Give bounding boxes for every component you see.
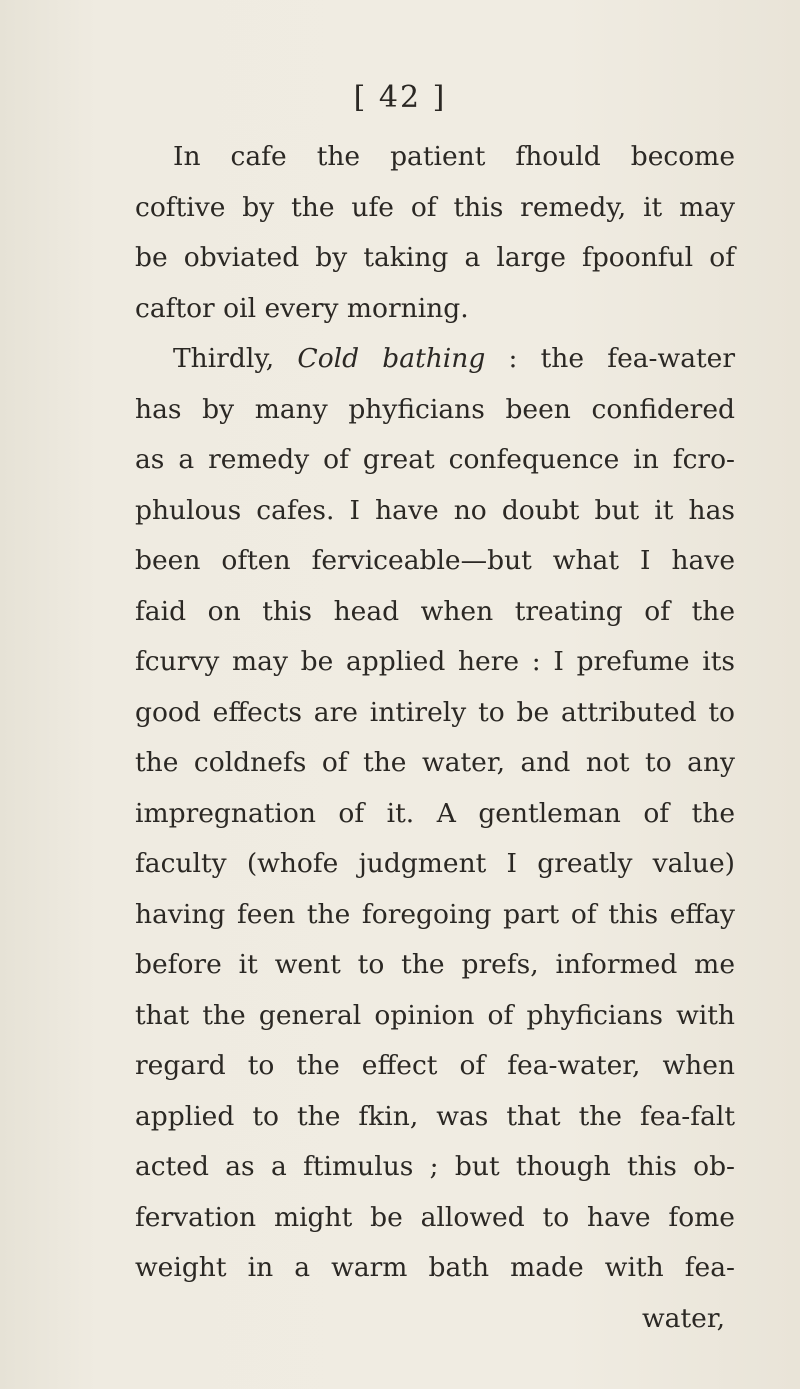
text-line: faculty (whofe judgment I greatly value) bbox=[135, 848, 735, 879]
text-line: impregnation of it. A gentleman of the bbox=[135, 797, 735, 829]
text-line-first bbox=[135, 334, 735, 385]
text-line: acted as a ftimulus ; but though this ob- bbox=[135, 1151, 735, 1182]
text-line: applied to the fkin, was that the fea-falt bbox=[135, 1100, 735, 1132]
text-line: faid on this head when treating of the bbox=[135, 595, 735, 627]
catchword: water, bbox=[642, 1302, 725, 1334]
text-line: good effects are intirely to be attributed to bbox=[135, 696, 735, 728]
text-line: fervation might be allowed to have fome bbox=[135, 1201, 735, 1233]
text-line: be obviated by taking a large fpoonful of bbox=[135, 242, 735, 273]
paragraph-2 bbox=[135, 334, 735, 1344]
text-line: before it went to the prefs, informed me bbox=[135, 949, 735, 980]
text-run: : the fea-water bbox=[508, 343, 735, 374]
text-line: has by many phyficians been confidered bbox=[135, 393, 735, 425]
text-line: In cafe the patient fhould become bbox=[173, 141, 735, 172]
text-line: as a remedy of great confequence in fcro- bbox=[135, 444, 735, 475]
text-line: having feen the foregoing part of this effay bbox=[135, 898, 735, 930]
italic-phrase: Cold bathing bbox=[297, 343, 486, 374]
text-line: fcurvy may be applied here : I prefume its bbox=[135, 646, 735, 677]
page-number: [ 42 ] bbox=[353, 80, 447, 115]
text-line: been often ferviceable—but what I have bbox=[135, 545, 735, 576]
text-line: weight in a warm bath made with fea- bbox=[135, 1252, 735, 1283]
text-line: regard to the effect of fea-water, when bbox=[135, 1050, 735, 1081]
text-line: coftive by the ufe of this remedy, it may bbox=[135, 191, 735, 223]
paragraph-1 bbox=[135, 132, 735, 334]
text-line: caftor oil every morning. bbox=[135, 292, 469, 324]
text-line: phulous cafes. I have no doubt but it has bbox=[135, 494, 735, 526]
text-run: Thirdly, bbox=[173, 343, 275, 374]
text-line: that the general opinion of phyficians with bbox=[135, 999, 735, 1031]
text-line: the coldnefs of the water, and not to any bbox=[135, 747, 735, 778]
